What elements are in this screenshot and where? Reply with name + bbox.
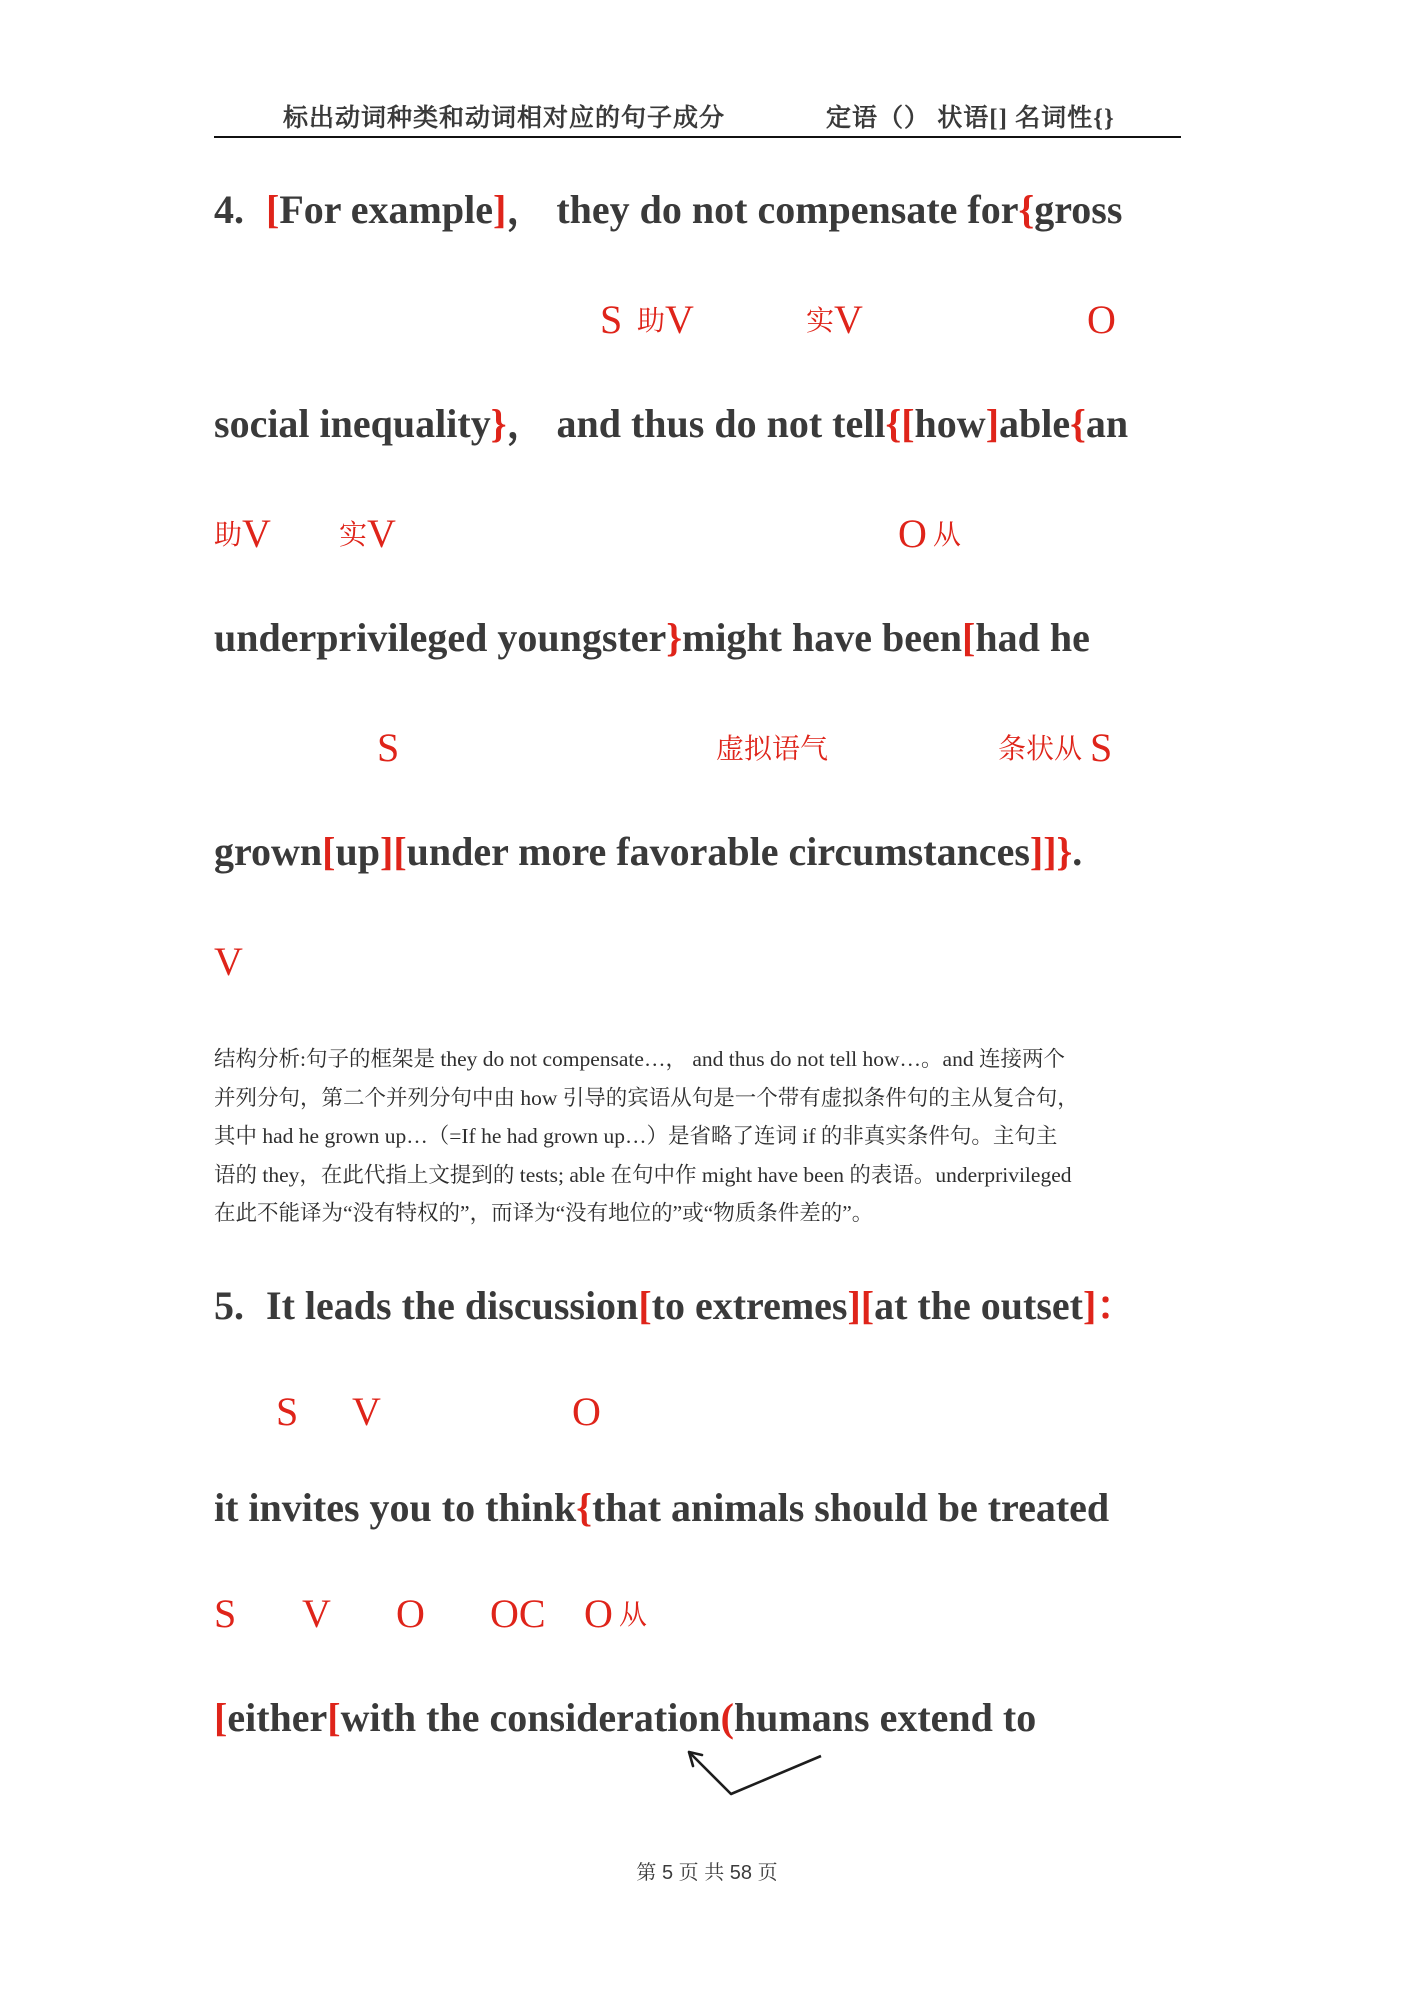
analysis-line: 并列分句，第二个并列分句中由 how 引导的宾语从句是一个带有虚拟条件句的主从复合句， — [214, 1085, 1079, 1110]
sentence4-line4: grown[up][under more favorable circumstances]]}. — [214, 829, 1083, 874]
anno-subject: S — [276, 1389, 299, 1434]
analysis-line: 结构分析:句子的框架是 they do not compensate…， and thus do not tell how…。and 连接两个 — [214, 1047, 1065, 1071]
header-legend: 定语（） 状语[] 名词性{} — [826, 105, 1115, 132]
annotation-row-4-2 — [0, 510, 1414, 564]
analysis-line: 在此不能译为“没有特权的”，而译为“没有地位的”或“物质条件差的”。 — [214, 1201, 874, 1225]
item5-number: 5. — [214, 1283, 244, 1328]
anno-subject: S — [377, 725, 400, 770]
anno-object: O — [572, 1389, 601, 1434]
sentence5-line1: 5. It leads the discussion[to extremes][at the outset]： — [214, 1283, 1137, 1328]
sentence4-line3: underprivileged youngster}might have been[had he — [214, 615, 1090, 660]
annotation-row-4-3 — [0, 724, 1414, 778]
anno-conditional-clause-label: 条状从 S — [998, 725, 1113, 770]
anno-main-verb: 实V — [339, 511, 396, 556]
anno-subject: S — [600, 297, 623, 342]
anno-verb: V — [214, 939, 243, 984]
annotation-row-5-2 — [0, 1590, 1414, 1644]
item4-number: 4. — [214, 187, 244, 232]
anno-object-clause: O 从 — [898, 511, 961, 556]
anno-aux-verb: 助V — [637, 297, 694, 342]
anno-verb: V — [352, 1389, 381, 1434]
sentence4-line2: social inequality}， and thus do not tell{[how]able{an — [214, 401, 1129, 446]
anno-object-complement: OC — [490, 1591, 546, 1636]
anno-object: O — [396, 1591, 425, 1636]
anno-subjunctive-label: 虚拟语气 — [716, 734, 829, 765]
annotation-row-4-1 — [0, 296, 1414, 350]
analysis-line: 语的 they，在此代指上文提到的 tests; able 在句中作 might have been 的表语。underprivileged — [214, 1162, 1072, 1187]
header-instruction: 标出动词种类和动词相对应的句子成分 — [283, 105, 726, 132]
sentence5-line2: it invites you to think{that animals should be treated — [214, 1485, 1110, 1530]
annotation-row-5-1 — [0, 1388, 1414, 1442]
anno-object-clause: O 从 — [584, 1591, 647, 1636]
annotation-row-4-4 — [0, 938, 1414, 992]
anno-subject: S — [214, 1591, 237, 1636]
analysis-line: 其中 had he grown up…（=If he had grown up…）是省略了连词 if 的非真实条件句。主句主 — [214, 1124, 1058, 1148]
sentence4-line1: 4. [For example]， they do not compensate for{gross — [214, 187, 1123, 232]
sentence5-line3: [either[with the consideration(humans extend to — [214, 1695, 1037, 1740]
anno-verb: V — [302, 1591, 331, 1636]
structure-analysis-paragraph — [214, 1040, 1079, 1233]
anno-aux-verb: 助V — [214, 511, 271, 556]
anno-main-verb: 实V — [806, 297, 863, 342]
page-number-footer: 第 5 页 共 58 页 — [636, 1862, 778, 1884]
anno-object: O — [1087, 297, 1116, 342]
hand-drawn-arrow — [660, 1730, 850, 1820]
header-underline — [214, 136, 1181, 138]
